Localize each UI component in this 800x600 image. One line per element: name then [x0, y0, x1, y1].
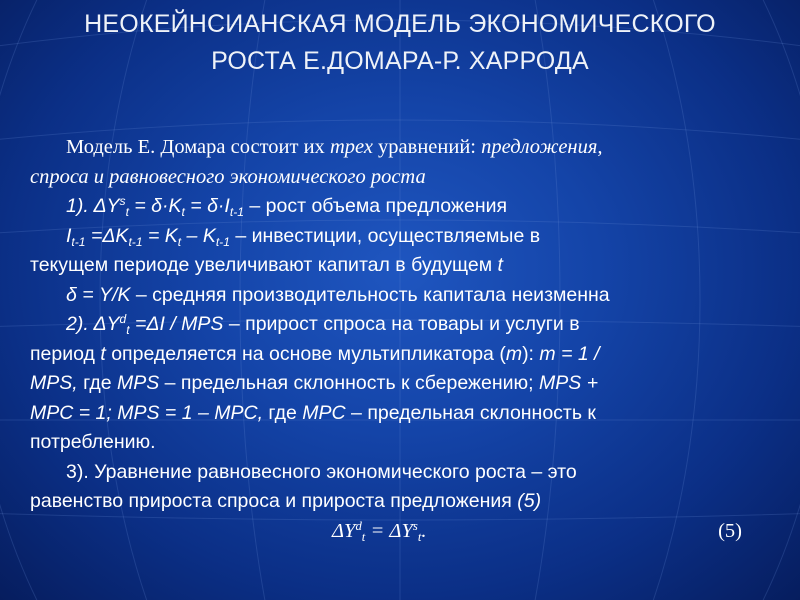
eq1-delta-y: 1). ΔY — [66, 195, 120, 217]
slide-body — [30, 133, 778, 546]
eq1-description: – рост объема предложения — [243, 195, 508, 217]
intro-line-2: спроса и равновесного экономического роста — [30, 165, 426, 188]
inv-i: I — [66, 224, 72, 247]
final-sup-d: d — [355, 518, 362, 533]
equation-1-line — [30, 192, 778, 222]
title-line-1: НЕОКЕЙНСИАНСКАЯ МОДЕЛЬ ЭКОНОМИЧЕСКОГО — [84, 10, 716, 38]
final-delta-y-s: = ΔY — [365, 519, 413, 542]
eq1-delta-i: = δ·I — [184, 195, 230, 217]
eq2-rhs: =ΔI / MPS — [129, 313, 224, 335]
eq2-mpc-formula: MPC = 1; MPS = 1 – MPC, — [30, 401, 263, 424]
final-delta-y-d: ΔY — [332, 519, 356, 542]
eq1-sup-s: s — [119, 194, 126, 208]
eq2-lhs — [66, 313, 223, 335]
eq2-mps-desc: – предельная склонность к сбережению; — [159, 372, 540, 394]
eq1-sub-t-1: t-1 — [229, 205, 244, 219]
investment-line-2 — [30, 251, 778, 281]
final-sup-s: s — [412, 518, 418, 533]
equation-3-line: 3). Уравнение равновесного экономического роста – это — [66, 460, 577, 483]
intro-text: Модель Е. Домара состоит их — [66, 136, 330, 158]
eq2-mps-plus: MPS + — [539, 372, 599, 394]
inv-sub-1: t-1 — [71, 234, 86, 249]
equation-2-line — [30, 310, 778, 340]
eq3-text: равенство прироста спроса и прироста предложения — [30, 490, 518, 512]
inv-k: = K — [142, 224, 178, 247]
eq2-text-period: период — [30, 342, 101, 365]
delta-formula: δ = Y/K — [66, 283, 131, 306]
title-line-2: РОСТА Е.ДОМАРА-Р. ХАРРОДА — [211, 47, 589, 75]
eq2-delta-y: 2). ΔY — [66, 313, 120, 335]
eq1-lhs — [66, 195, 244, 217]
inv-delta-k: =ΔK — [85, 224, 129, 247]
eq2-description: – прирост спроса на товары и услуги в — [223, 313, 580, 335]
equation-2-line-2 — [30, 340, 778, 370]
inv-sub-3: t — [177, 234, 182, 249]
eq1-sub-t2: t — [181, 205, 185, 219]
delta-line — [30, 281, 778, 311]
eq2-text-multiplier: определяется на основе мультипликатора ( — [105, 342, 506, 365]
equation-2-line-5: потреблению. — [30, 431, 156, 453]
inv-formula — [66, 225, 230, 247]
final-formula — [332, 517, 426, 547]
final-sub-t2: t — [417, 529, 422, 544]
eq2-mps-2: MPS — [116, 372, 160, 394]
eq2-sup-d: d — [119, 312, 127, 326]
inv-description-2: текущем периоде увеличивают капитал в будущем — [30, 254, 498, 276]
inv-sub-2: t-1 — [128, 234, 143, 249]
eq2-colon: ): — [522, 342, 540, 365]
eq2-t: t — [100, 342, 106, 365]
slide-title — [20, 6, 780, 80]
eq2-m: m — [505, 342, 523, 365]
eq2-mpc-desc: – предельная склонность к — [345, 401, 596, 424]
eq2-mpc: MPC — [302, 401, 346, 424]
eq2-where-2: где — [263, 401, 303, 424]
intro-three: трех — [329, 136, 373, 158]
delta-description: – средняя производительность капитала неизменна — [130, 283, 610, 306]
equation-3-line-2 — [30, 487, 778, 517]
inv-description: – инвестиции, осуществляемые в — [229, 224, 541, 247]
inv-sub-4: t-1 — [215, 234, 230, 249]
equation-2-line-3 — [30, 369, 778, 399]
equation-number: (5) — [718, 519, 742, 542]
intro-line-1 — [30, 133, 778, 163]
eq3-ref: (5) — [517, 490, 542, 512]
eq2-sub-t: t — [126, 323, 130, 337]
eq1-delta-k: = δ·K — [128, 195, 182, 217]
final-equation — [30, 517, 778, 547]
investment-line-1 — [30, 222, 778, 252]
eq2-m-formula: m = 1 / — [539, 342, 600, 365]
intro-text-equations: уравнений: — [372, 136, 482, 158]
inv-minus-k: – K — [181, 224, 216, 247]
eq1-sub-t: t — [125, 205, 129, 219]
final-period: . — [421, 519, 427, 542]
eq2-mps: MPS, — [30, 372, 78, 394]
equation-2-line-4 — [30, 399, 778, 429]
eq2-where: где — [77, 372, 117, 394]
intro-supply: предложения, — [481, 136, 603, 158]
final-sub-t: t — [361, 529, 366, 544]
inv-t: t — [497, 254, 503, 276]
